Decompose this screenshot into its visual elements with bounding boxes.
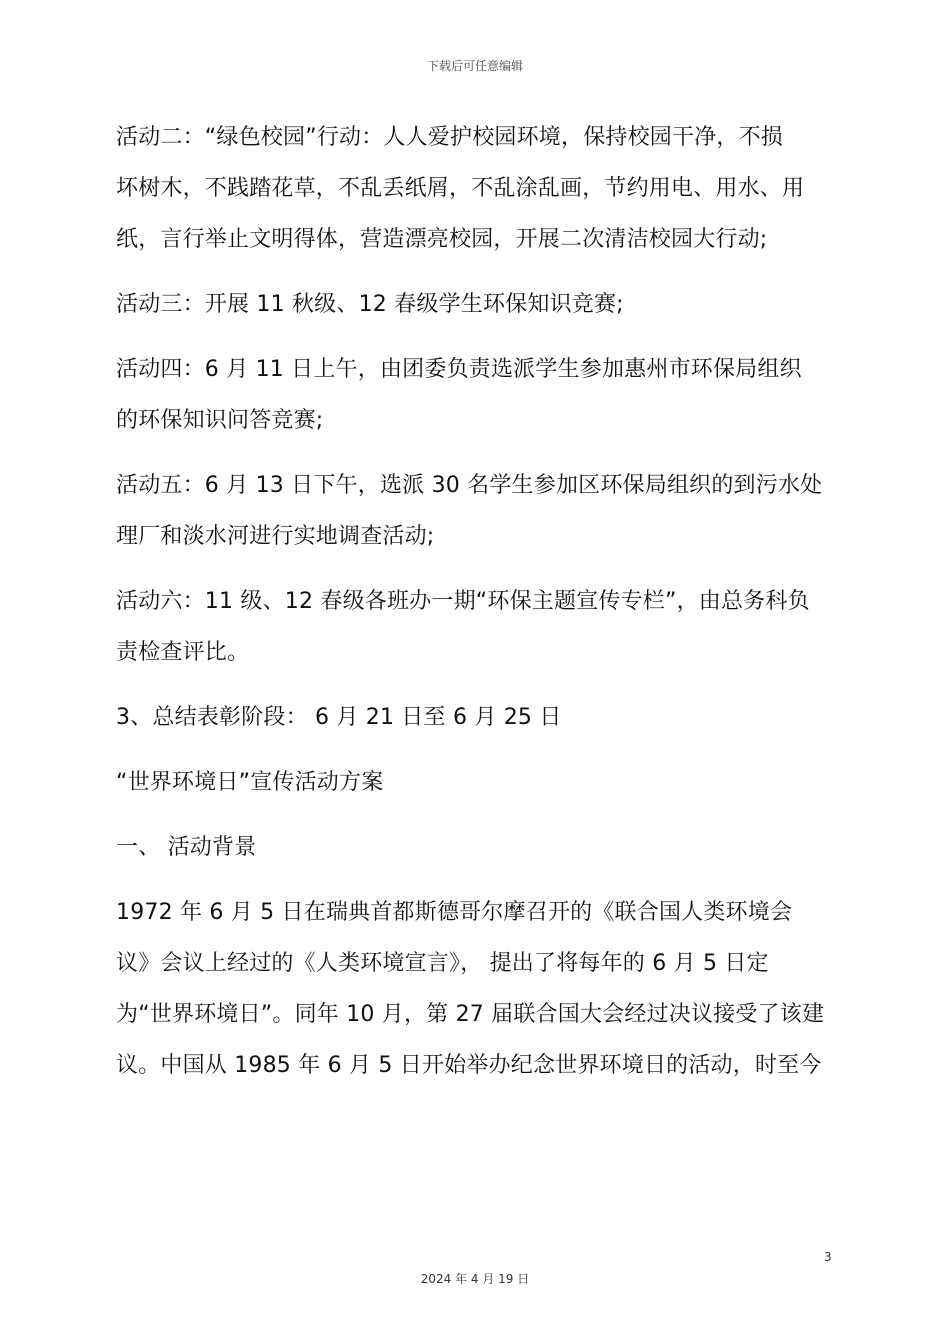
text-line: 活动三：开展 11 秋级、12 春级学生环保知识竞赛; — [116, 292, 624, 317]
text-line: 议》会议上经过的《人类环境宣言》， 提出了将每年的 6 月 5 日定 — [116, 951, 769, 976]
text-line: 一、 活动背景 — [116, 835, 257, 860]
text-line: 纸，言行举止文明得体，营造漂亮校园，开展二次清洁校园大行动; — [116, 227, 768, 252]
paragraph-activity-3 — [116, 279, 836, 330]
text-line: “世界环境日”宣传活动方案 — [116, 770, 384, 795]
text-line: 议。中国从 1985 年 6 月 5 日开始举办纪念世界环境日的活动，时至今 — [116, 1053, 822, 1078]
page-number: 3 — [824, 1250, 832, 1264]
text-line: 理厂和淡水河进行实地调查活动; — [116, 524, 435, 549]
text-line: 的环保知识问答竞赛; — [116, 408, 324, 433]
text-line: 活动六：11 级、12 春级各班办一期“环保主题宣传专栏”，由总务科负 — [116, 589, 810, 614]
paragraph-activity-6 — [116, 576, 836, 678]
text-line: 活动五：6 月 13 日下午，选派 30 名学生参加区环保局组织的到污水处 — [116, 473, 823, 498]
section-title — [116, 757, 836, 808]
section-heading — [116, 822, 836, 873]
text-line: 为“世界环境日”。同年 10 月，第 27 届联合国大会经过决议接受了该建 — [116, 1002, 825, 1027]
paragraph-activity-5 — [116, 460, 836, 562]
text-line: 1972 年 6 月 5 日在瑞典首都斯德哥尔摩召开的《联合国人类环境会 — [116, 900, 793, 925]
paragraph-activity-4 — [116, 344, 836, 446]
page-footer-date: 2024 年 4 月 19 日 — [420, 1272, 530, 1286]
page-header: 下载后可任意编辑 — [426, 59, 523, 73]
text-line: 3、总结表彰阶段： 6 月 21 日至 6 月 25 日 — [116, 705, 562, 730]
text-line: 活动四：6 月 11 日上午，由团委负责选派学生参加惠州市环保局组织 — [116, 357, 802, 382]
text-line: 活动二：“绿色校园”行动：人人爱护校园环境，保持校园干净，不损 — [116, 125, 783, 150]
paragraph-activity-2 — [116, 112, 836, 265]
paragraph-summary-stage — [116, 692, 836, 743]
text-line: 坏树木，不践踏花草，不乱丢纸屑，不乱涂乱画，节约用电、用水、用 — [116, 176, 805, 201]
text-line: 责检查评比。 — [116, 640, 250, 665]
document-body — [116, 112, 836, 1105]
paragraph-background — [116, 887, 836, 1091]
